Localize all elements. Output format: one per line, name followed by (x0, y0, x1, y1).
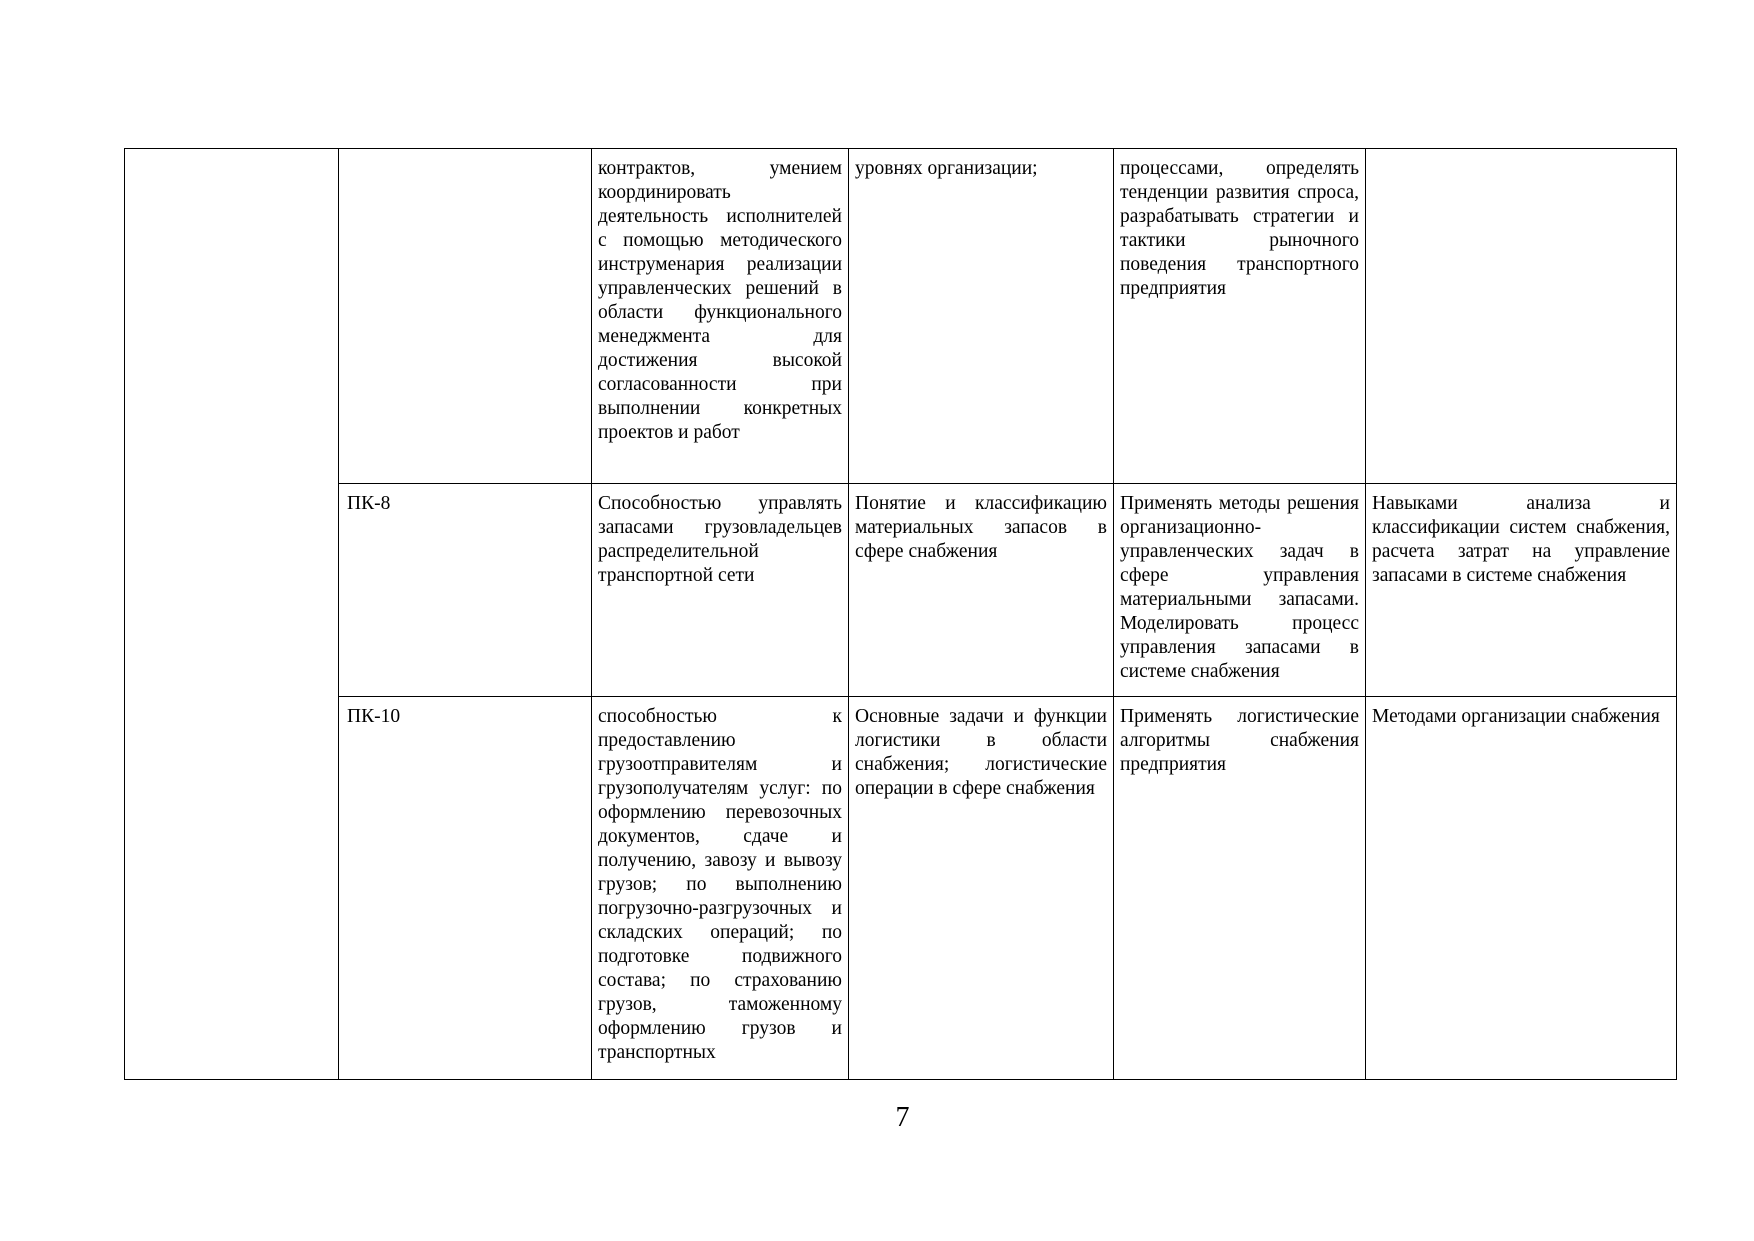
know-cell: Основные задачи и функции логистики в области снабжения; логистические операции в сфере снабжения (849, 697, 1114, 1080)
possess-cell (1366, 149, 1677, 484)
competence-code-cell: ПК-10 (339, 697, 592, 1080)
table-row (125, 697, 1677, 1080)
discipline-cell (125, 149, 339, 1080)
competence-table (124, 148, 1677, 1080)
competence-description-cell: способностью к предоставлению грузоотправителям и грузополучателям услуг: по оформлению перевозочных документов, сдаче и получению, завозу и вывозу грузов; по выполнению погрузочно-разгрузочных и складских операций; по подготовке подвижного состава; по страхованию грузов, таможенному оформлению грузов и транспортных (592, 697, 849, 1080)
possess-cell: Методами организации снабжения (1366, 697, 1677, 1080)
able-cell: Применять логистические алгоритмы снабжения предприятия (1114, 697, 1366, 1080)
know-cell: Понятие и классификацию материальных запасов в сфере снабжения (849, 484, 1114, 697)
able-cell: процессами, определять тенденции развития спроса, разрабатывать стратегии и тактики рыночного поведения транспортного предприятия (1114, 149, 1366, 484)
table-row (125, 149, 1677, 484)
able-cell: Применять методы решения организационно-управленческих задач в сфере управления материальными запасами. Моделировать процесс управления запасами в системе снабжения (1114, 484, 1366, 697)
competence-code-cell: ПК-8 (339, 484, 592, 697)
competence-description-cell: Способностью управлять запасами грузовладельцев распределительной транспортной сети (592, 484, 849, 697)
page-number: 7 (895, 1102, 910, 1133)
know-cell: уровнях организации; (849, 149, 1114, 484)
possess-cell: Навыками анализа и классификации систем снабжения, расчета затрат на управление запасами в системе снабжения (1366, 484, 1677, 697)
competence-description-cell: контрактов, умением координировать деятельность исполнителей с помощью методического инструменария реализации управленческих решений в области функционального менеджмента для достижения высокой согласованности при выполнении конкретных проектов и работ (592, 149, 849, 484)
table-row (125, 484, 1677, 697)
competence-code-cell (339, 149, 592, 484)
